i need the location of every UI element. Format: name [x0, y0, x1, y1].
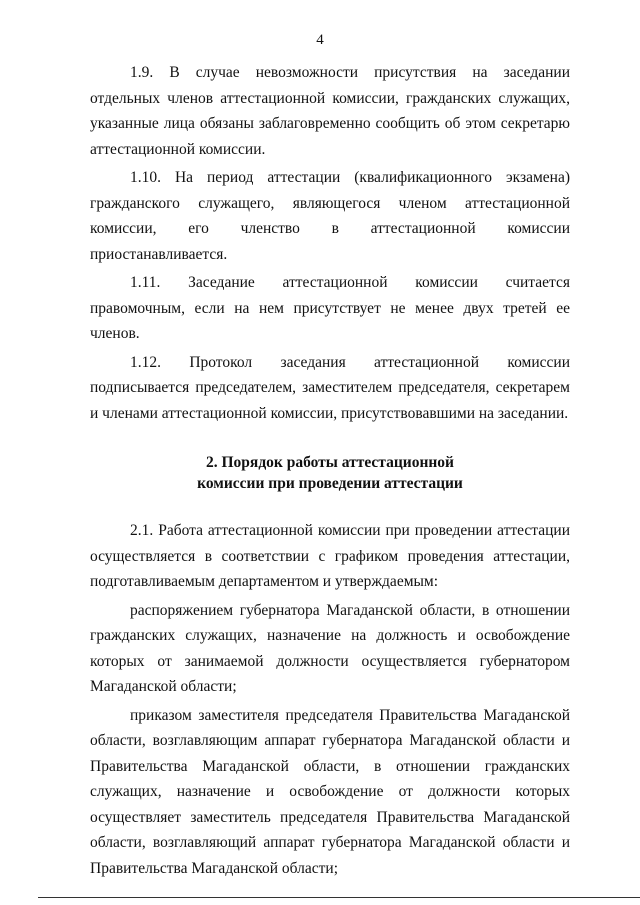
page-number: 4	[316, 32, 324, 48]
section-heading-line-2: комиссии при проведении аттестации	[197, 475, 463, 492]
paragraph-2-1: 2.1. Работа аттестационной комиссии при проведении аттестации осуществляется в соответствии с графиком проведения аттестации, подготавливаемым департаментом и утверждаемым:	[90, 522, 570, 590]
section-heading-line-1: 2. Порядок работы аттестационной	[206, 454, 454, 471]
paragraph-1-10: 1.10. На период аттестации (квалификационного экзамена) гражданского служащего, являющегося членом аттестационной комиссии, его членство в аттестационной комиссии приостанавливается.	[90, 169, 570, 263]
section-heading	[90, 452, 570, 494]
paragraph-1-12: 1.12. Протокол заседания аттестационной комиссии подписывается председателем, заместителем председателя, секретарем и членами аттестационной комиссии, присутствовавшими на заседании.	[90, 353, 570, 422]
paragraph-deputy-order: приказом заместителя председателя Правительства Магаданской области, возглавляющим аппарат губернатора Магаданской области и Правительства Магаданской области, в отношении гражданских служащих, назначение и освобождение от должности которых осуществляет заместитель председателя Правительства Магаданской области, возглавляющий аппарат губернатора Магаданской области и Правительства Магаданской области;	[90, 706, 570, 877]
bottom-divider	[38, 897, 640, 898]
paragraph-governor-order: распоряжением губернатора Магаданской области, в отношении гражданских служащих, назначение на должность и освобождение которых от занимаемой должности осуществляется губернатором Магаданской области;	[90, 601, 570, 695]
paragraph-1-9: 1.9. В случае невозможности присутствия на заседании отдельных членов аттестационной комиссии, гражданских служащих, указанные лица обязаны заблаговременно сообщить об этом секретарю аттестационной комиссии.	[90, 64, 570, 158]
document-body	[90, 60, 570, 884]
paragraph-1-11: 1.11. Заседание аттестационной комиссии считается правомочным, если на нем присутствует не менее двух третей ее членов.	[90, 274, 570, 342]
